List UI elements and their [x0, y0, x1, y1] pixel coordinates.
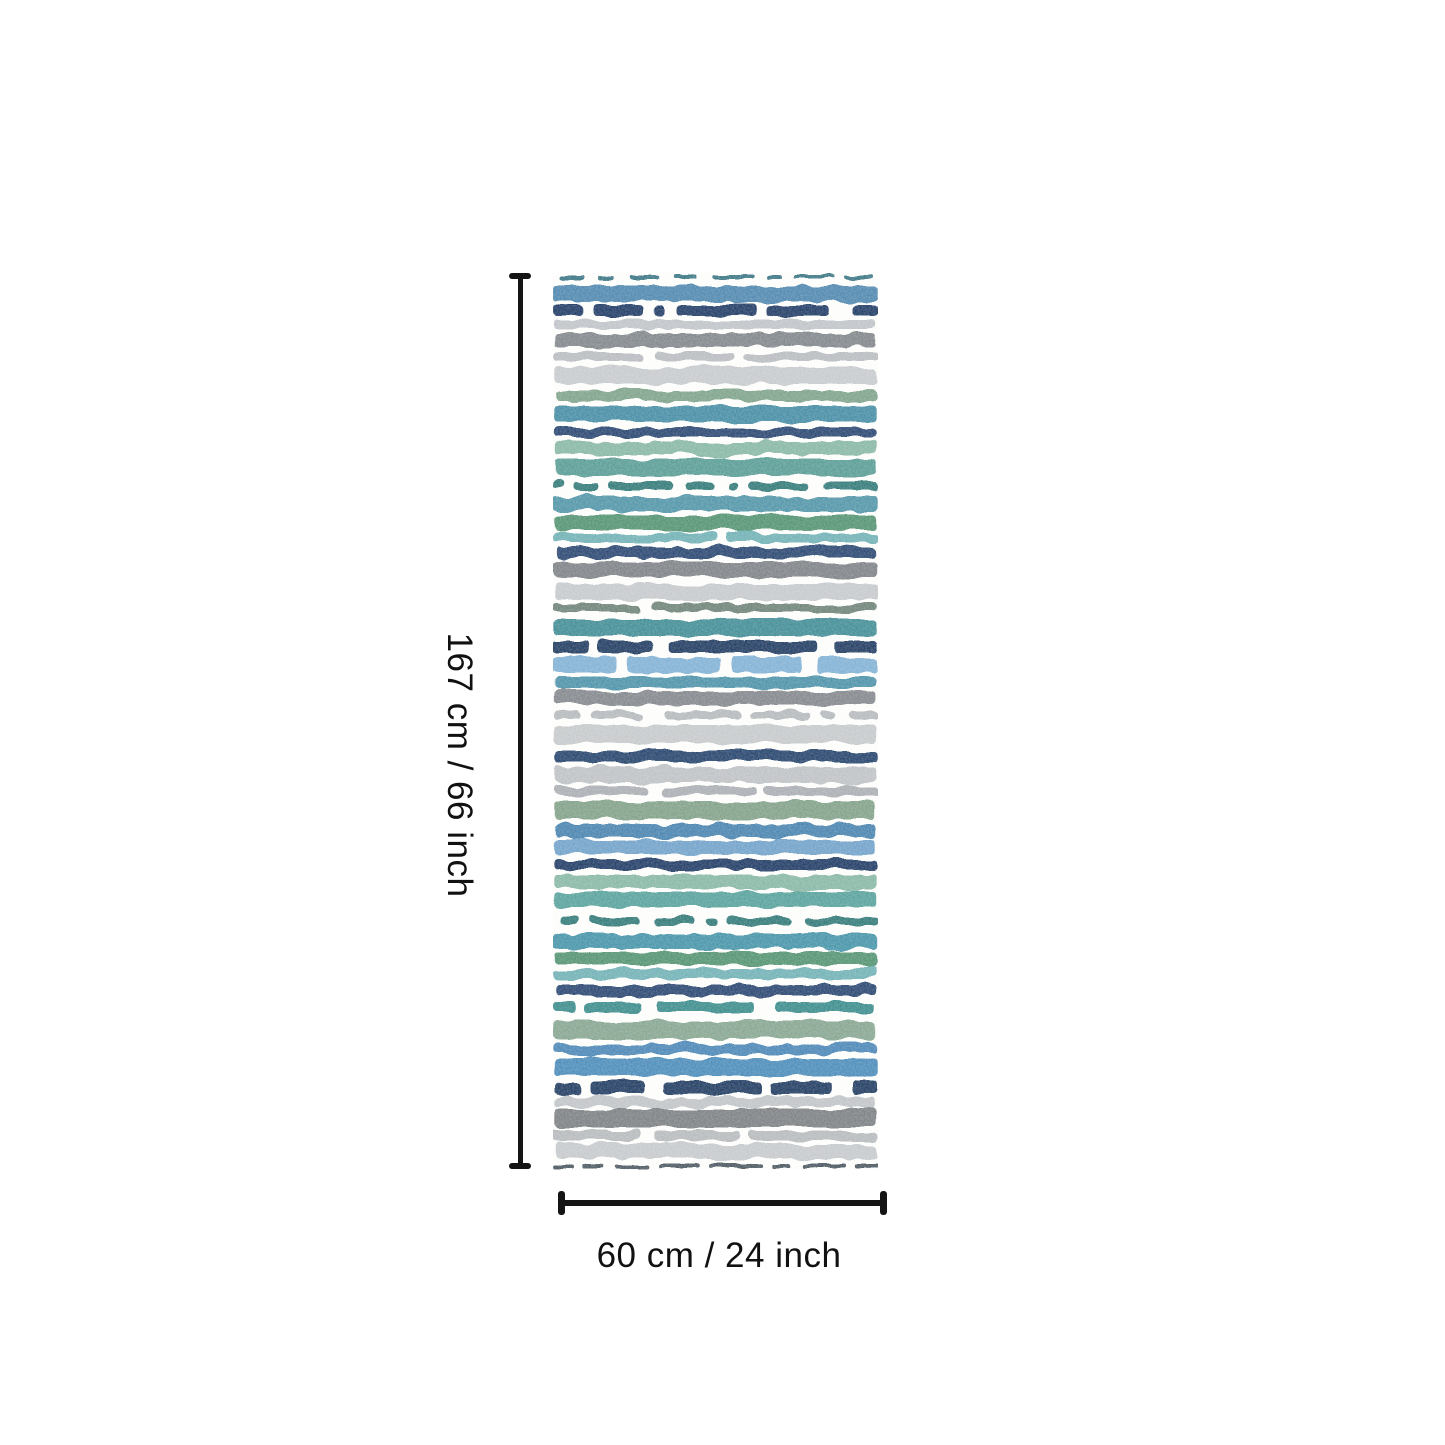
width-dimension-cap-left [558, 1191, 565, 1215]
height-dimension-label: 167 cm / 66 inch [440, 632, 479, 898]
width-dimension-cap-right [880, 1191, 887, 1215]
striped-panel [553, 273, 878, 1170]
height-dimension-cap-top [509, 273, 531, 279]
height-dimension-cap-bottom [509, 1163, 531, 1169]
width-dimension-label: 60 cm / 24 inch [596, 1236, 842, 1275]
paper-grain-overlay [553, 273, 878, 1170]
height-dimension-line [518, 276, 523, 1166]
width-dimension-line [561, 1200, 884, 1206]
striped-panel-artwork [553, 273, 878, 1170]
